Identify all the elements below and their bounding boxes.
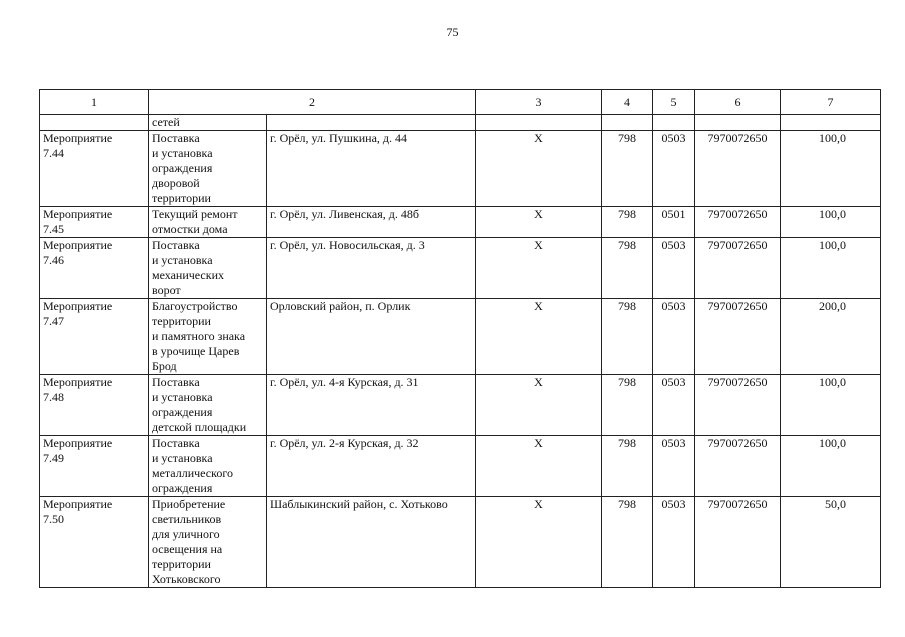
budget-table xyxy=(39,89,881,588)
name-line: Приобретение xyxy=(152,497,226,511)
amount-cell: 200,0 xyxy=(781,299,881,375)
header-cell-1: 1 xyxy=(40,90,149,115)
address-cell: Орловский район, п. Орлик xyxy=(267,299,476,375)
id-line: Мероприятие xyxy=(43,436,113,450)
column-5-cell: 0503 xyxy=(653,497,695,588)
name-line: Поставка xyxy=(152,375,200,389)
table-row xyxy=(40,207,881,238)
id-line: 7.44 xyxy=(43,146,64,160)
amount-cell: 100,0 xyxy=(781,238,881,299)
header-cell-2: 2 xyxy=(149,90,476,115)
header-cell-7: 7 xyxy=(781,90,881,115)
table-row xyxy=(40,375,881,436)
measure-id-cell xyxy=(40,497,149,588)
continued-address-cell xyxy=(267,115,476,131)
table-row xyxy=(40,299,881,375)
column-6-cell: 7970072650 xyxy=(695,299,781,375)
name-line: Благоустройство xyxy=(152,299,238,313)
continued-row xyxy=(40,115,881,131)
amount-cell: 50,0 xyxy=(781,497,881,588)
address-cell: Шаблыкинский район, с. Хотьково xyxy=(267,497,476,588)
column-5-cell: 0503 xyxy=(653,375,695,436)
id-line: 7.48 xyxy=(43,390,64,404)
id-line: Мероприятие xyxy=(43,497,113,511)
continued-cell-7 xyxy=(781,115,881,131)
column-4-cell: 798 xyxy=(602,375,653,436)
header-cell-3: 3 xyxy=(476,90,602,115)
address-cell: г. Орёл, ул. 4-я Курская, д. 31 xyxy=(267,375,476,436)
id-line: 7.46 xyxy=(43,253,64,267)
name-line: ограждения xyxy=(152,405,213,419)
id-line: Мероприятие xyxy=(43,299,113,313)
measure-id-cell xyxy=(40,131,149,207)
name-line: территории xyxy=(152,191,211,205)
column-4-cell: 798 xyxy=(602,299,653,375)
measure-name-cell xyxy=(149,238,267,299)
column-4-cell: 798 xyxy=(602,436,653,497)
header-cell-5: 5 xyxy=(653,90,695,115)
amount-cell: 100,0 xyxy=(781,207,881,238)
column-4-cell: 798 xyxy=(602,238,653,299)
address-cell: г. Орёл, ул. Ливенская, д. 48б xyxy=(267,207,476,238)
name-line: Поставка xyxy=(152,131,200,145)
measure-id-cell xyxy=(40,375,149,436)
header-cell-4: 4 xyxy=(602,90,653,115)
table-row xyxy=(40,497,881,588)
continued-cell-6 xyxy=(695,115,781,131)
measure-id-cell xyxy=(40,299,149,375)
measure-id-cell xyxy=(40,238,149,299)
column-5-cell: 0503 xyxy=(653,131,695,207)
name-line: Хотьковского xyxy=(152,572,221,586)
column-3-cell: X xyxy=(476,207,602,238)
continued-cell-3 xyxy=(476,115,602,131)
measure-name-cell xyxy=(149,131,267,207)
name-line: Текущий ремонт xyxy=(152,207,238,221)
name-line: в урочище Царев xyxy=(152,344,240,358)
continued-id-cell xyxy=(40,115,149,131)
header-cell-6: 6 xyxy=(695,90,781,115)
column-3-cell: X xyxy=(476,375,602,436)
table-row xyxy=(40,238,881,299)
name-line: и установка xyxy=(152,146,213,160)
amount-cell: 100,0 xyxy=(781,131,881,207)
name-line: территории xyxy=(152,314,211,328)
measure-id-cell xyxy=(40,207,149,238)
table-body xyxy=(40,131,881,588)
name-line: механических xyxy=(152,268,225,282)
id-line: Мероприятие xyxy=(43,207,113,221)
name-line: и установка xyxy=(152,253,213,267)
column-3-cell: X xyxy=(476,497,602,588)
continued-cell-4 xyxy=(602,115,653,131)
column-6-cell: 7970072650 xyxy=(695,207,781,238)
column-6-cell: 7970072650 xyxy=(695,238,781,299)
measure-id-cell xyxy=(40,436,149,497)
name-line: металлического xyxy=(152,466,233,480)
table-row xyxy=(40,436,881,497)
name-line: светильников xyxy=(152,512,222,526)
name-line: дворовой xyxy=(152,176,200,190)
column-6-cell: 7970072650 xyxy=(695,497,781,588)
column-5-cell: 0503 xyxy=(653,436,695,497)
name-line: территории xyxy=(152,557,211,571)
name-line: Брод xyxy=(152,359,177,373)
id-line: 7.45 xyxy=(43,222,64,236)
table-row xyxy=(40,131,881,207)
column-3-cell: X xyxy=(476,131,602,207)
id-line: Мероприятие xyxy=(43,131,113,145)
id-line: 7.50 xyxy=(43,512,64,526)
name-line: детской площадки xyxy=(152,420,247,434)
name-line: Поставка xyxy=(152,238,200,252)
address-cell: г. Орёл, ул. 2-я Курская, д. 32 xyxy=(267,436,476,497)
name-line: ограждения xyxy=(152,161,213,175)
column-4-cell: 798 xyxy=(602,131,653,207)
measure-name-cell xyxy=(149,375,267,436)
address-cell: г. Орёл, ул. Пушкина, д. 44 xyxy=(267,131,476,207)
column-4-cell: 798 xyxy=(602,497,653,588)
name-line: и установка xyxy=(152,451,213,465)
column-6-cell: 7970072650 xyxy=(695,131,781,207)
column-5-cell: 0503 xyxy=(653,238,695,299)
id-line: Мероприятие xyxy=(43,238,113,252)
amount-cell: 100,0 xyxy=(781,375,881,436)
name-line: освещения на xyxy=(152,542,223,556)
name-line: Поставка xyxy=(152,436,200,450)
amount-cell: 100,0 xyxy=(781,436,881,497)
continued-cell-5 xyxy=(653,115,695,131)
name-line: отмостки дома xyxy=(152,222,228,236)
address-cell: г. Орёл, ул. Новосильская, д. 3 xyxy=(267,238,476,299)
measure-name-cell xyxy=(149,436,267,497)
continued-name-cell: сетей xyxy=(149,115,267,131)
name-line: и памятного знака xyxy=(152,329,246,343)
measure-name-cell xyxy=(149,497,267,588)
header-row xyxy=(40,90,881,115)
column-3-cell: X xyxy=(476,299,602,375)
column-5-cell: 0503 xyxy=(653,299,695,375)
name-line: для уличного xyxy=(152,527,220,541)
id-line: Мероприятие xyxy=(43,375,113,389)
page-number: 75 xyxy=(446,25,459,39)
measure-name-cell xyxy=(149,207,267,238)
id-line: 7.47 xyxy=(43,314,64,328)
column-6-cell: 7970072650 xyxy=(695,375,781,436)
name-line: и установка xyxy=(152,390,213,404)
column-3-cell: X xyxy=(476,436,602,497)
column-5-cell: 0501 xyxy=(653,207,695,238)
column-6-cell: 7970072650 xyxy=(695,436,781,497)
name-line: ограждения xyxy=(152,481,213,495)
id-line: 7.49 xyxy=(43,451,64,465)
name-line: ворот xyxy=(152,283,181,297)
measure-name-cell xyxy=(149,299,267,375)
column-3-cell: X xyxy=(476,238,602,299)
column-4-cell: 798 xyxy=(602,207,653,238)
